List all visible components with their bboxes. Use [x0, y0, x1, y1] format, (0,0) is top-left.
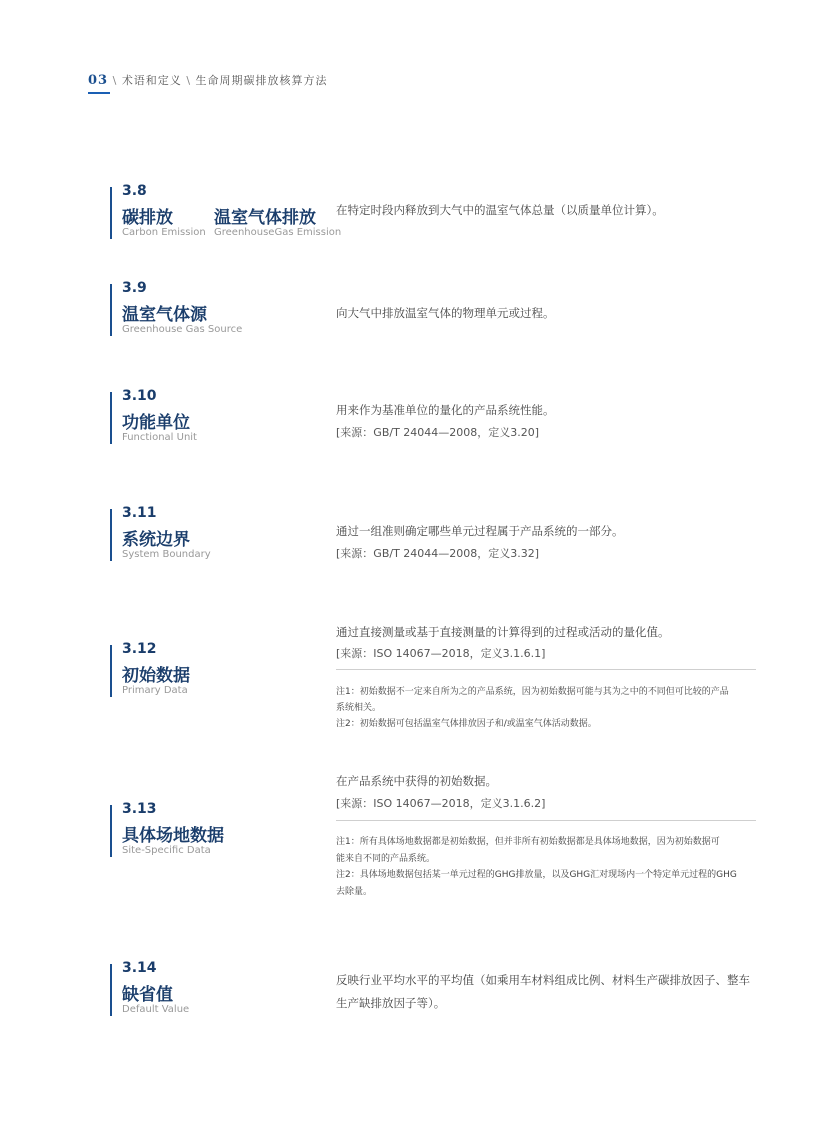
term-title-en: Greenhouse Gas Source	[122, 324, 243, 335]
term-definition: 在产品系统中获得的初始数据。	[336, 774, 497, 788]
header-section: 术语和定义	[121, 74, 182, 87]
term-title-zh: 功能单位	[122, 413, 190, 433]
term-source: [来源：ISO 14067—2018，定义3.1.6.1]	[336, 647, 546, 660]
term-note: 注1：初始数据不一定来自所为之的产品系统，因为初始数据可能与其为之中的不同但可比较的产品	[336, 687, 729, 697]
term-definition-cont: 生产缺排放因子等）。	[336, 996, 446, 1010]
term-number: 3.14	[122, 960, 157, 976]
page-number: 03	[88, 73, 109, 88]
term-title-en: Site-Specific Data	[122, 845, 211, 856]
term-title-en-alt: GreenhouseGas Emission	[214, 227, 342, 238]
term-source: [来源：ISO 14067—2018，定义3.1.6.2]	[336, 797, 546, 810]
term-note: 系统相关。	[336, 703, 382, 713]
header-separator: \	[112, 74, 118, 87]
term-number: 3.12	[122, 641, 157, 657]
term-accent-bar	[110, 645, 112, 697]
term-definition: 向大气中排放温室气体的物理单元或过程。	[336, 306, 555, 320]
term-number: 3.11	[122, 505, 157, 521]
term-title-en: System Boundary	[122, 549, 211, 560]
term-accent-bar	[110, 509, 112, 561]
term-title-en: Primary Data	[122, 685, 188, 696]
term-title-en: Carbon Emission	[122, 227, 206, 238]
term-definition: 用来作为基准单位的量化的产品系统性能。	[336, 403, 555, 417]
term-title-zh: 温室气体源	[122, 305, 207, 325]
term-number: 3.13	[122, 801, 157, 817]
term-note: 注2：具体场地数据包括某一单元过程的GHG排放量，以及GHG汇对现场内一个特定单元过程的GHG	[336, 870, 737, 880]
term-accent-bar	[110, 284, 112, 336]
term-definition: 反映行业平均水平的平均值（如乘用车材料组成比例、材料生产碳排放因子、整车	[336, 973, 750, 987]
term-accent-bar	[110, 187, 112, 239]
note-divider	[336, 669, 756, 670]
term-title-zh-alt: 温室气体排放	[214, 208, 316, 228]
header-underline	[88, 92, 110, 94]
term-source: [来源：GB/T 24044—2008，定义3.20]	[336, 426, 540, 439]
term-title-zh: 具体场地数据	[122, 826, 224, 846]
term-accent-bar	[110, 964, 112, 1016]
term-number: 3.10	[122, 388, 157, 404]
term-accent-bar	[110, 392, 112, 444]
term-title-zh: 缺省值	[122, 985, 173, 1005]
term-title-zh: 碳排放	[122, 208, 173, 228]
term-note: 注1：所有具体场地数据都是初始数据，但并非所有初始数据都是具体场地数据，因为初始数据可	[336, 837, 720, 847]
term-accent-bar	[110, 805, 112, 857]
running-header	[88, 72, 328, 88]
term-title-en: Default Value	[122, 1004, 190, 1015]
term-title-en: Functional Unit	[122, 432, 197, 443]
term-definition: 在特定时段内释放到大气中的温室气体总量（以质量单位计算）。	[336, 203, 664, 217]
header-chapter: 生命周期碳排放核算方法	[195, 74, 328, 87]
term-definition: 通过直接测量或基于直接测量的计算得到的过程或活动的量化值。	[336, 625, 670, 639]
term-definition: 通过一组准则确定哪些单元过程属于产品系统的一部分。	[336, 524, 624, 538]
term-number: 3.8	[122, 183, 147, 199]
term-note: 注2：初始数据可包括温室气体排放因子和/或温室气体活动数据。	[336, 719, 597, 729]
header-separator: \	[186, 74, 192, 87]
note-divider	[336, 820, 756, 821]
term-number: 3.9	[122, 280, 147, 296]
term-title-zh: 系统边界	[122, 530, 190, 550]
term-title-zh: 初始数据	[122, 666, 190, 686]
term-note: 去除量。	[336, 887, 373, 897]
term-source: [来源：GB/T 24044—2008，定义3.32]	[336, 547, 540, 560]
term-note: 能来自不同的产品系统。	[336, 854, 436, 864]
